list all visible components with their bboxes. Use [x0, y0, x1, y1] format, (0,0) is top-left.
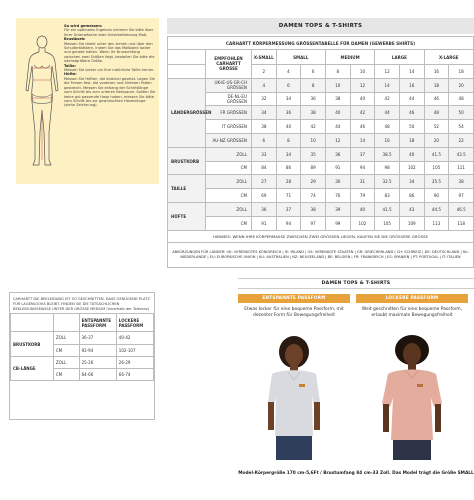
table-cell: 92-94: [79, 344, 116, 356]
size-header-cell: MEDIUM: [325, 50, 374, 65]
measurement-group-label: BRUSTKORB: [168, 147, 206, 175]
table-cell: 40: [399, 147, 424, 161]
measurement-row: [168, 161, 474, 175]
relaxed-fit-model-photo: [238, 332, 350, 460]
model-illustration: [356, 332, 468, 460]
measure-title: So wird gemessen:: [64, 24, 103, 28]
country-size-row: [168, 106, 474, 120]
relaxed-fit-description: Etwas locker für eine bequeme Passform, mit dezenter Form für Bewegungsfreiheit: [244, 307, 344, 319]
unit-label: CM: [206, 189, 252, 203]
page-title: DAMEN TOPS & T-SHIRTS: [167, 18, 474, 34]
sub-size-cell: 4: [276, 65, 301, 79]
table-cell: 69: [252, 189, 277, 203]
measurement-row: [168, 216, 474, 230]
table-cell: 38: [252, 120, 277, 134]
measurement-group-label: HÜFTE: [168, 202, 206, 230]
table-cell: 98: [375, 161, 400, 175]
table-cell: 32.5: [375, 175, 400, 189]
sub-size-cell: 12: [375, 65, 400, 79]
table-cell: 27: [252, 175, 277, 189]
empty-cell: [168, 65, 206, 79]
garment-measurement-table: [10, 313, 154, 381]
sub-size-cell: 16: [424, 65, 449, 79]
table-cell: 20: [449, 78, 474, 92]
country-size-row: [168, 92, 474, 106]
table-cell: 8: [301, 78, 326, 92]
hip-heading: Hüfte:: [64, 72, 77, 77]
abbreviations-row: [168, 242, 474, 267]
note-row: [168, 230, 474, 242]
table-cell: 40-42: [116, 332, 153, 344]
table-cell: 37: [350, 147, 375, 161]
table-cell: 29: [301, 175, 326, 189]
relaxed-fit-header: ENTSPANNTE PASSFORM: [238, 294, 350, 303]
table-cell: 111: [449, 161, 474, 175]
table-cell: 42: [375, 92, 400, 106]
garment-group-label: CB-LÄNGE: [11, 356, 54, 380]
table-cell: 39: [325, 202, 350, 216]
country-row-label: DE-NL-EU GRÖSSEN: [206, 92, 252, 106]
unit-label: CM: [206, 161, 252, 175]
unit-label: CM: [206, 216, 252, 230]
table-cell: 113: [424, 216, 449, 230]
body-outline-illustration: [22, 32, 62, 172]
measure-intro: Für ein optimales Ergebnis nehmen Sie bitte über Ihrer Unterwäsche oder Unterbekleidung Maß.: [64, 28, 154, 37]
table-cell: 102-107: [116, 344, 153, 356]
unit-label: CM: [53, 368, 79, 380]
chest-heading: Brustkorb:: [64, 37, 86, 42]
table-cell: 89: [301, 161, 326, 175]
sub-size-cell: 14: [399, 65, 424, 79]
garment-measurement-intro: CARHARTT DIE BEKLEIDUNG IST SO GESCHNITTEN, DASS GENÜGEND PLATZ FÜR LAGENLOOKS BLEIBT. FINDEN SIE DIE TATSÄCHLICHEN BEKLEIDUNGSMASSE UNTER DER GRÖSSE MEDIUM (innerhalb der Toleranz): [13, 297, 150, 311]
table-cell: 22: [449, 133, 474, 147]
table-cell: 20: [424, 133, 449, 147]
table-cell: 102: [399, 161, 424, 175]
table-cell: 52: [424, 120, 449, 134]
country-abbreviations: ABKÜRZUNGEN FÜR LÄNDER: UK: VEREINIGTES KÖNIGREICH | IE: IRLAND | US: VEREINIGTE STAATEN | GR: GRIECHENLAND | CH: SCHWEIZ | DE: DEUTSCHLAND | NL: NIEDERLANDE | EU: EUROPÄISCHE UNION | AU: AUSTRALIEN | NZ: NEUSEELAND | BE: BELGIEN | FR: FRANKREICH | ES: SPANIEN | PT: PORTUGAL | IT: ITALIEN: [168, 242, 474, 267]
table-cell: 18: [424, 78, 449, 92]
table-caption: CARHARTT KÖRPERMESSUNG GRÖSSENTABELLE FÜR DAMEN (GEWERBE SHIRTS): [168, 37, 474, 50]
sub-size-cell: 6: [301, 65, 326, 79]
table-cell: 34: [399, 175, 424, 189]
measurement-group-label: TAILLE: [168, 175, 206, 203]
tops-section-title: DAMEN TOPS & T-SHIRTS: [238, 278, 474, 289]
table-cell: 36: [301, 92, 326, 106]
table-cell: 50: [399, 120, 424, 134]
table-cell: 46: [399, 106, 424, 120]
measurement-instructions: [64, 24, 156, 108]
measurement-row: [168, 202, 474, 216]
size-chart-table: [167, 36, 474, 268]
table-cell: 42: [350, 106, 375, 120]
model-size-note: Model-Körpergröße 170 cm-5,6Ft / Brustumfang 84 cm-33 Zoll. Das Model trägt die Größe SMALL: [238, 471, 474, 476]
sub-size-cell: 18: [449, 65, 474, 79]
table-cell: 30: [325, 175, 350, 189]
loose-fit-column: [356, 294, 468, 464]
model-illustration: [238, 332, 350, 460]
table-cell: 10: [325, 78, 350, 92]
unit-label: ZOLL: [206, 175, 252, 189]
table-cell: 97: [449, 189, 474, 203]
table-cell: 71: [276, 189, 301, 203]
table-cell: 38.5: [375, 147, 400, 161]
unit-label: ZOLL: [53, 356, 79, 368]
unit-label: ZOLL: [206, 147, 252, 161]
unit-label: ZOLL: [206, 202, 252, 216]
garment-row: [11, 356, 154, 368]
table-cell: 74: [301, 189, 326, 203]
table-cell: 43.5: [449, 147, 474, 161]
loose-fit-description: Weit geschnitten für eine bequeme Passform, erlaubt maximale Bewegungsfreiheit: [361, 307, 463, 319]
table-cell: 35: [301, 147, 326, 161]
table-cell: 109: [399, 216, 424, 230]
table-cell: 94: [350, 161, 375, 175]
table-cell: 34: [276, 92, 301, 106]
table-cell: 41.5: [424, 147, 449, 161]
table-cell: 6: [276, 78, 301, 92]
table-cell: 36: [325, 147, 350, 161]
size-header-cell: X-LARGE: [424, 50, 473, 65]
table-cell: 46.5: [449, 202, 474, 216]
table-cell: 66-74: [116, 368, 153, 380]
table-cell: 34: [276, 147, 301, 161]
country-sizes-label: LÄNDERGRÖSSEN: [168, 78, 206, 147]
table-cell: 25-26: [79, 356, 116, 368]
table-cell: 48: [449, 92, 474, 106]
garment-group-label: BRUSTKORB: [11, 332, 54, 356]
table-cell: 8: [276, 133, 301, 147]
table-cell: 44.5: [424, 202, 449, 216]
table-cell: 14: [375, 78, 400, 92]
sub-size-cell: 8: [325, 65, 350, 79]
table-cell: 40: [350, 202, 375, 216]
table-cell: 31: [350, 175, 375, 189]
unit-label: CM: [53, 344, 79, 356]
size-header-cell: X-SMALL: [252, 50, 277, 65]
table-cell: 91: [325, 161, 350, 175]
waist-heading: Taille:: [64, 63, 76, 68]
table-cell: 12: [350, 78, 375, 92]
table-cell: 99: [325, 216, 350, 230]
sub-size-cell: 2: [252, 65, 277, 79]
table-cell: 36: [276, 106, 301, 120]
table-cell: 83: [375, 189, 400, 203]
table-cell: 44: [375, 106, 400, 120]
measurement-row: [168, 147, 474, 161]
table-cell: 32: [252, 92, 277, 106]
table-cell: 43: [399, 202, 424, 216]
sub-size-cell: 10: [350, 65, 375, 79]
garment-measurement-box: [9, 292, 155, 420]
chest-instruction: Messen Sie direkt unter den Armen und über den Schulterblättern, indem Sie das Maßband locker und gerade halten. Wenn Ihr Brustumfang zwischen zwei Größen liegt, bestellen Sie bitte die nächstgrößere Größe.: [64, 41, 155, 64]
table-cell: 16: [375, 133, 400, 147]
table-cell: 36: [252, 202, 277, 216]
table-caption-row: [168, 37, 474, 50]
table-cell: 38: [301, 202, 326, 216]
loose-fit-header: LOCKERE PASSFORM: [356, 294, 468, 303]
table-cell: 48: [424, 106, 449, 120]
table-cell: 33: [252, 147, 277, 161]
table-cell: 48: [375, 120, 400, 134]
table-cell: 38: [449, 175, 474, 189]
table-cell: 40: [325, 106, 350, 120]
table-cell: 79: [350, 189, 375, 203]
table-cell: 10: [301, 133, 326, 147]
size-header-row: [168, 50, 474, 65]
table-cell: 105: [375, 216, 400, 230]
table-cell: 90: [424, 189, 449, 203]
table-cell: 86: [399, 189, 424, 203]
waist-instruction: Messen Sie locker um Ihre natürliche Taille herum.: [64, 68, 155, 73]
hip-instruction: Messen Sie Hüften, die Knöchel gesetzt. Legen Sie die Fersen fest, die vorderen und hinteren Falten gestreckt. Messen Sie entlang der Schrittlänge vom Schritt bis zum unteren Beinsaum. Sollten Sie keine gut passende Hose haben, messen Sie bitte vom Schritt bis zur gewünschten Hosenlänge (siehe Zeichnung).: [64, 76, 156, 108]
country-row-label: AU-NZ GRÖSSEN: [206, 133, 252, 147]
table-cell: 26-29: [116, 356, 153, 368]
table-cell: 34: [252, 106, 277, 120]
country-row-label: UK-IE-US-GR-CH GRÖSSEN: [206, 78, 252, 92]
table-cell: 18: [399, 133, 424, 147]
table-cell: 4: [252, 78, 277, 92]
table-cell: 102: [350, 216, 375, 230]
table-cell: 76: [325, 189, 350, 203]
measurement-row: [168, 175, 474, 189]
table-cell: 44: [399, 92, 424, 106]
country-row-label: FR GRÖSSEN: [206, 106, 252, 120]
table-cell: 6: [252, 133, 277, 147]
size-note: HINWEIS: WENN IHRE KÖRPERMASSE ZWISCHEN ZWEI GRÖSSEN LIEGEN, KAUFEN SIE DIE GRÖSSERE GRÖSSE: [168, 230, 474, 242]
table-cell: 28: [276, 175, 301, 189]
size-header-cell: LARGE: [375, 50, 424, 65]
table-cell: 38: [325, 92, 350, 106]
table-cell: 97: [301, 216, 326, 230]
table-cell: 86: [276, 161, 301, 175]
country-size-row: [168, 120, 474, 134]
size-header-cell: SMALL: [276, 50, 325, 65]
table-cell: 50: [449, 106, 474, 120]
table-cell: 46: [350, 120, 375, 134]
table-cell: 54: [449, 120, 474, 134]
table-cell: 91: [252, 216, 277, 230]
table-cell: 118: [449, 216, 474, 230]
garment-row: [11, 332, 154, 344]
country-row-label: IT GRÖSSEN: [206, 120, 252, 134]
unit-label: ZOLL: [53, 332, 79, 344]
garment-header-row: [11, 314, 154, 332]
table-cell: 64-66: [79, 368, 116, 380]
measurement-row: [168, 189, 474, 203]
table-cell: 38: [301, 106, 326, 120]
table-cell: 40: [276, 120, 301, 134]
table-cell: 35.5: [424, 175, 449, 189]
table-cell: 105: [424, 161, 449, 175]
table-cell: 16: [399, 78, 424, 92]
table-cell: 84: [252, 161, 277, 175]
relaxed-fit-column-header: ENTSPANNTE PASSFORM: [79, 314, 116, 332]
table-cell: 40: [350, 92, 375, 106]
country-size-row: [168, 78, 474, 92]
table-cell: 46: [424, 92, 449, 106]
empty-cell: [53, 314, 79, 332]
relaxed-fit-column: [238, 294, 350, 464]
table-cell: 37: [276, 202, 301, 216]
loose-fit-column-header: LOCKERE PASSFORM: [116, 314, 153, 332]
table-cell: 12: [325, 133, 350, 147]
recommended-size-label: EMPFOHLEN CARHARTT GRÖSSE: [206, 50, 252, 79]
table-cell: 94: [276, 216, 301, 230]
loose-fit-model-photo: [356, 332, 468, 460]
table-cell: 44: [325, 120, 350, 134]
empty-cell: [11, 314, 54, 332]
empty-cell: [168, 50, 206, 65]
table-cell: 14: [350, 133, 375, 147]
table-cell: 41.5: [375, 202, 400, 216]
table-cell: 36-37: [79, 332, 116, 344]
country-size-row: [168, 133, 474, 147]
measurement-guide-card: [16, 18, 159, 184]
table-cell: 42: [301, 120, 326, 134]
